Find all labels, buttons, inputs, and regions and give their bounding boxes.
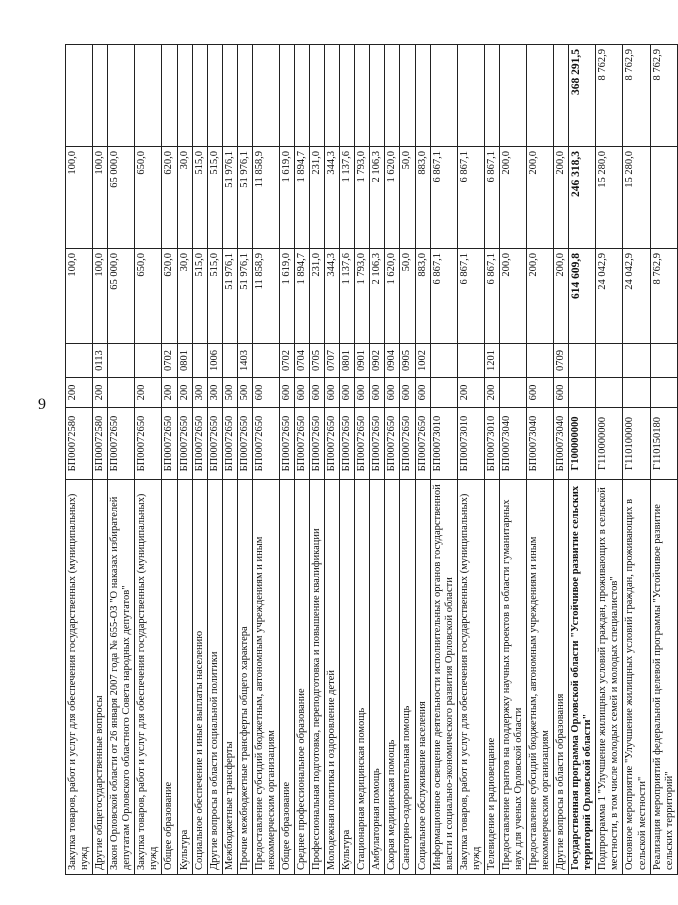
cell-total: 515,0 [207,249,222,344]
cell-total: 200,0 [527,249,554,344]
cell-code: БП00072650 [192,408,207,480]
cell-rz: 1201 [484,344,499,378]
cell-vr: 200 [66,378,93,408]
cell-code: БП00072650 [252,408,279,480]
cell-amount-c [177,45,192,147]
cell-code: Г110000000 [596,408,623,480]
cell-name: Культура [340,480,355,875]
table-row [457,45,484,875]
cell-name: Санаторно-оздоровительная помощь [400,480,415,875]
cell-vr: 200 [162,378,177,408]
cell-total: 344,3 [325,249,340,344]
cell-amount-c [162,45,177,147]
cell-name: Стационарная медицинская помощь [355,480,370,875]
cell-amount-b: 30,0 [177,147,192,249]
cell-vr: 600 [295,378,310,408]
cell-vr: 200 [457,378,484,408]
table-row [569,45,596,875]
cell-amount-b: 246 318,3 [569,147,596,249]
cell-amount-c [222,45,237,147]
cell-total: 200,0 [554,249,569,344]
cell-rz: 0709 [554,344,569,378]
cell-code: БП00073010 [457,408,484,480]
cell-code: БП00072650 [370,408,385,480]
cell-vr [499,378,526,408]
table-row [279,45,294,875]
cell-rz: 0702 [279,344,294,378]
cell-rz [66,344,93,378]
table-row [177,45,192,875]
table-row [650,45,677,875]
cell-amount-b: 200,0 [499,147,526,249]
cell-vr: 600 [252,378,279,408]
table-row [108,45,135,875]
table-row [310,45,325,875]
cell-amount-b: 515,0 [207,147,222,249]
cell-name: Культура [177,480,192,875]
budget-table [65,44,678,875]
cell-total: 30,0 [177,249,192,344]
cell-total: 8 762,9 [650,249,677,344]
cell-code: БП00072650 [295,408,310,480]
cell-total: 614 609,8 [569,249,596,344]
cell-amount-c [66,45,93,147]
cell-name: Предоставление субсидий бюджетным, автономным учреждениям и иным некоммерческим организациям [527,480,554,875]
cell-amount-b: 231,0 [310,147,325,249]
cell-vr: 600 [400,378,415,408]
cell-amount-c: 8 762,9 [650,45,677,147]
cell-total: 1 619,0 [279,249,294,344]
cell-vr [569,378,596,408]
cell-name: Среднее профессиональное образование [295,480,310,875]
cell-vr [430,378,457,408]
cell-code: Г110150180 [650,408,677,480]
cell-amount-b: 2 106,3 [370,147,385,249]
cell-code: БП00072650 [355,408,370,480]
cell-rz: 0705 [310,344,325,378]
cell-total: 51 976,1 [237,249,252,344]
cell-code: БП00072650 [207,408,222,480]
cell-rz [650,344,677,378]
cell-name: Скорая медицинская помощь [385,480,400,875]
cell-amount-c: 8 762,9 [596,45,623,147]
cell-name: Другие общегосударственные вопросы [93,480,108,875]
cell-code: БП00072650 [222,408,237,480]
cell-amount-c [295,45,310,147]
cell-rz: 0113 [93,344,108,378]
table-row [623,45,650,875]
cell-rz: 0704 [295,344,310,378]
table-row [207,45,222,875]
cell-amount-c: 8 762,9 [623,45,650,147]
cell-total: 6 867,1 [457,249,484,344]
cell-vr: 600 [415,378,430,408]
table-row [325,45,340,875]
cell-amount-b: 65 000,0 [108,147,135,249]
cell-code: БП00073010 [430,408,457,480]
cell-total: 1 620,0 [385,249,400,344]
cell-amount-b: 883,0 [415,147,430,249]
cell-code: БП00073040 [527,408,554,480]
cell-total: 6 867,1 [430,249,457,344]
table-row [295,45,310,875]
cell-amount-b: 15 280,0 [596,147,623,249]
cell-name: Закупка товаров, работ и услуг для обеспечения государственных (муниципальных) нужд [66,480,93,875]
cell-code: БП00072650 [135,408,162,480]
cell-rz [569,344,596,378]
cell-vr: 600 [340,378,355,408]
cell-rz [457,344,484,378]
cell-name: Другие вопросы в области образования [554,480,569,875]
cell-amount-b: 11 858,9 [252,147,279,249]
cell-code: БП00072650 [415,408,430,480]
cell-amount-b: 200,0 [527,147,554,249]
cell-amount-c [457,45,484,147]
cell-vr: 600 [554,378,569,408]
cell-rz [430,344,457,378]
cell-rz: 1403 [237,344,252,378]
cell-vr: 200 [135,378,162,408]
cell-amount-c [93,45,108,147]
cell-vr: 600 [370,378,385,408]
table-row [162,45,177,875]
cell-amount-c [400,45,415,147]
cell-code: БП00072650 [177,408,192,480]
cell-amount-c [325,45,340,147]
cell-name: Подпрограмма 1 "Улучшение жилищных условий граждан, проживающих в сельской местности, в том числе молодых семей и молодых специалистов" [596,480,623,875]
cell-code: БП00073010 [484,408,499,480]
cell-total: 24 042,9 [596,249,623,344]
cell-total: 2 106,3 [370,249,385,344]
cell-vr: 600 [325,378,340,408]
cell-rz: 1002 [415,344,430,378]
cell-amount-c [554,45,569,147]
cell-vr: 200 [177,378,192,408]
cell-rz: 0702 [162,344,177,378]
cell-amount-b: 200,0 [554,147,569,249]
cell-total: 100,0 [93,249,108,344]
cell-code: БП00072650 [162,408,177,480]
cell-rz: 0901 [355,344,370,378]
cell-amount-b: 1 894,7 [295,147,310,249]
cell-code: БП00072650 [310,408,325,480]
cell-total: 11 858,9 [252,249,279,344]
cell-total: 24 042,9 [623,249,650,344]
cell-total: 515,0 [192,249,207,344]
table-row [252,45,279,875]
cell-total: 1 137,6 [340,249,355,344]
cell-total: 1 793,0 [355,249,370,344]
cell-code: БП00073040 [554,408,569,480]
cell-amount-c [310,45,325,147]
cell-rz [222,344,237,378]
table-row [340,45,355,875]
cell-name: Социальное обеспечение и иные выплаты населению [192,480,207,875]
cell-amount-b: 620,0 [162,147,177,249]
cell-name: Основное мероприятие "Улучшение жилищных условий граждан, проживающих в сельской местности" [623,480,650,875]
cell-name: Общее образование [279,480,294,875]
cell-name: Общее образование [162,480,177,875]
cell-rz [499,344,526,378]
cell-amount-c [279,45,294,147]
cell-amount-b: 650,0 [135,147,162,249]
cell-name: Государственная программа Орловской области "Устойчивое развитие сельских территорий Орловской области" [569,480,596,875]
cell-amount-c [499,45,526,147]
cell-total: 200,0 [499,249,526,344]
cell-rz [108,344,135,378]
cell-name: Молодежная политика и оздоровление детей [325,480,340,875]
table-row [237,45,252,875]
cell-code: БП00072580 [93,408,108,480]
cell-amount-b: 1 620,0 [385,147,400,249]
cell-name: Телевидение и радиовещание [484,480,499,875]
cell-amount-b: 6 867,1 [457,147,484,249]
cell-name: Закон Орловской области от 26 января 2007 года № 655-ОЗ "О наказах избирателей депутатам Орловского областного Совета народных депутатов" [108,480,135,875]
cell-amount-b: 50,0 [400,147,415,249]
table-row [66,45,93,875]
cell-name: Предоставление субсидий бюджетным, автономным учреждениям и иным некоммерческим организациям [252,480,279,875]
cell-amount-b: 51 976,1 [237,147,252,249]
cell-code: БП00072650 [279,408,294,480]
cell-name: Прочие межбюджетные трансферты общего характера [237,480,252,875]
cell-amount-b: 100,0 [93,147,108,249]
table-row [400,45,415,875]
table-row [554,45,569,875]
table-row [135,45,162,875]
cell-code: БП00072650 [108,408,135,480]
table-body [66,45,678,875]
cell-amount-c [108,45,135,147]
cell-amount-b: 51 976,1 [222,147,237,249]
cell-amount-c [370,45,385,147]
cell-vr: 500 [237,378,252,408]
cell-code: БП00072650 [325,408,340,480]
table-row [93,45,108,875]
cell-rz: 0905 [400,344,415,378]
table-row [222,45,237,875]
cell-amount-c [415,45,430,147]
cell-amount-b: 1 619,0 [279,147,294,249]
cell-rz: 0902 [370,344,385,378]
cell-name: Предоставление грантов на поддержку научных проектов в области гуманитарных наук для ученых Орловской области [499,480,526,875]
rotated-table-wrapper [65,45,675,875]
cell-vr [108,378,135,408]
cell-name: Амбулаторная помощь [370,480,385,875]
cell-amount-c [207,45,222,147]
cell-name: Информационное освещение деятельности исполнительных органов государственной власти и социально-экономического развития Орловской области [430,480,457,875]
cell-amount-c [192,45,207,147]
table-row [484,45,499,875]
cell-vr: 500 [222,378,237,408]
cell-amount-b: 15 280,0 [623,147,650,249]
cell-vr: 200 [484,378,499,408]
cell-code: Г100000000 [569,408,596,480]
cell-amount-c [430,45,457,147]
cell-vr [623,378,650,408]
cell-total: 620,0 [162,249,177,344]
cell-amount-c: 368 291,5 [569,45,596,147]
page-number: 9 [38,396,46,413]
cell-rz [527,344,554,378]
cell-code: БП00073040 [499,408,526,480]
cell-rz [623,344,650,378]
cell-total: 50,0 [400,249,415,344]
cell-code: БП00072650 [385,408,400,480]
table-row [355,45,370,875]
cell-rz [252,344,279,378]
cell-rz [596,344,623,378]
cell-amount-c [135,45,162,147]
cell-total: 100,0 [66,249,93,344]
cell-name: Межбюджетные трансферты [222,480,237,875]
cell-amount-b: 515,0 [192,147,207,249]
cell-rz: 0904 [385,344,400,378]
cell-total: 231,0 [310,249,325,344]
cell-total: 1 894,7 [295,249,310,344]
cell-rz: 0707 [325,344,340,378]
cell-vr: 600 [355,378,370,408]
cell-vr [650,378,677,408]
cell-code: БП00072650 [400,408,415,480]
cell-amount-c [527,45,554,147]
cell-name: Социальное обслуживание населения [415,480,430,875]
cell-vr: 600 [385,378,400,408]
cell-amount-c [252,45,279,147]
cell-name: Профессиональная подготовка, переподготовка и повышение квалификации [310,480,325,875]
cell-amount-c [355,45,370,147]
table-row [596,45,623,875]
cell-amount-c [237,45,252,147]
table-row [415,45,430,875]
table-row [499,45,526,875]
table-row [385,45,400,875]
cell-code: БП00072650 [340,408,355,480]
cell-amount-c [484,45,499,147]
cell-total: 51 976,1 [222,249,237,344]
table-row [527,45,554,875]
cell-name: Закупка товаров, работ и услуг для обеспечения государственных (муниципальных) нужд [457,480,484,875]
cell-amount-b: 1 137,6 [340,147,355,249]
cell-vr [596,378,623,408]
cell-rz: 1006 [207,344,222,378]
cell-name: Закупка товаров, работ и услуг для обеспечения государственных (муниципальных) нужд [135,480,162,875]
cell-vr: 300 [207,378,222,408]
cell-amount-b: 344,3 [325,147,340,249]
cell-total: 883,0 [415,249,430,344]
cell-amount-b: 1 793,0 [355,147,370,249]
cell-rz [192,344,207,378]
cell-amount-b [650,147,677,249]
cell-amount-b: 6 867,1 [484,147,499,249]
cell-amount-b: 6 867,1 [430,147,457,249]
cell-vr: 300 [192,378,207,408]
cell-code: Г110100000 [623,408,650,480]
cell-total: 6 867,1 [484,249,499,344]
table-row [370,45,385,875]
cell-vr: 600 [279,378,294,408]
cell-vr: 600 [310,378,325,408]
cell-code: БП00072650 [237,408,252,480]
cell-name: Другие вопросы в области социальной политики [207,480,222,875]
cell-rz: 0801 [340,344,355,378]
cell-rz [135,344,162,378]
cell-rz: 0801 [177,344,192,378]
cell-total: 650,0 [135,249,162,344]
cell-name: Реализация мероприятий федеральной целевой программы "Устойчивое развитие сельских территорий" [650,480,677,875]
cell-amount-b: 100,0 [66,147,93,249]
cell-vr: 200 [93,378,108,408]
table-row [192,45,207,875]
table-row [430,45,457,875]
cell-amount-c [385,45,400,147]
cell-code: БП00072580 [66,408,93,480]
cell-vr: 600 [527,378,554,408]
cell-amount-c [340,45,355,147]
cell-total: 65 000,0 [108,249,135,344]
